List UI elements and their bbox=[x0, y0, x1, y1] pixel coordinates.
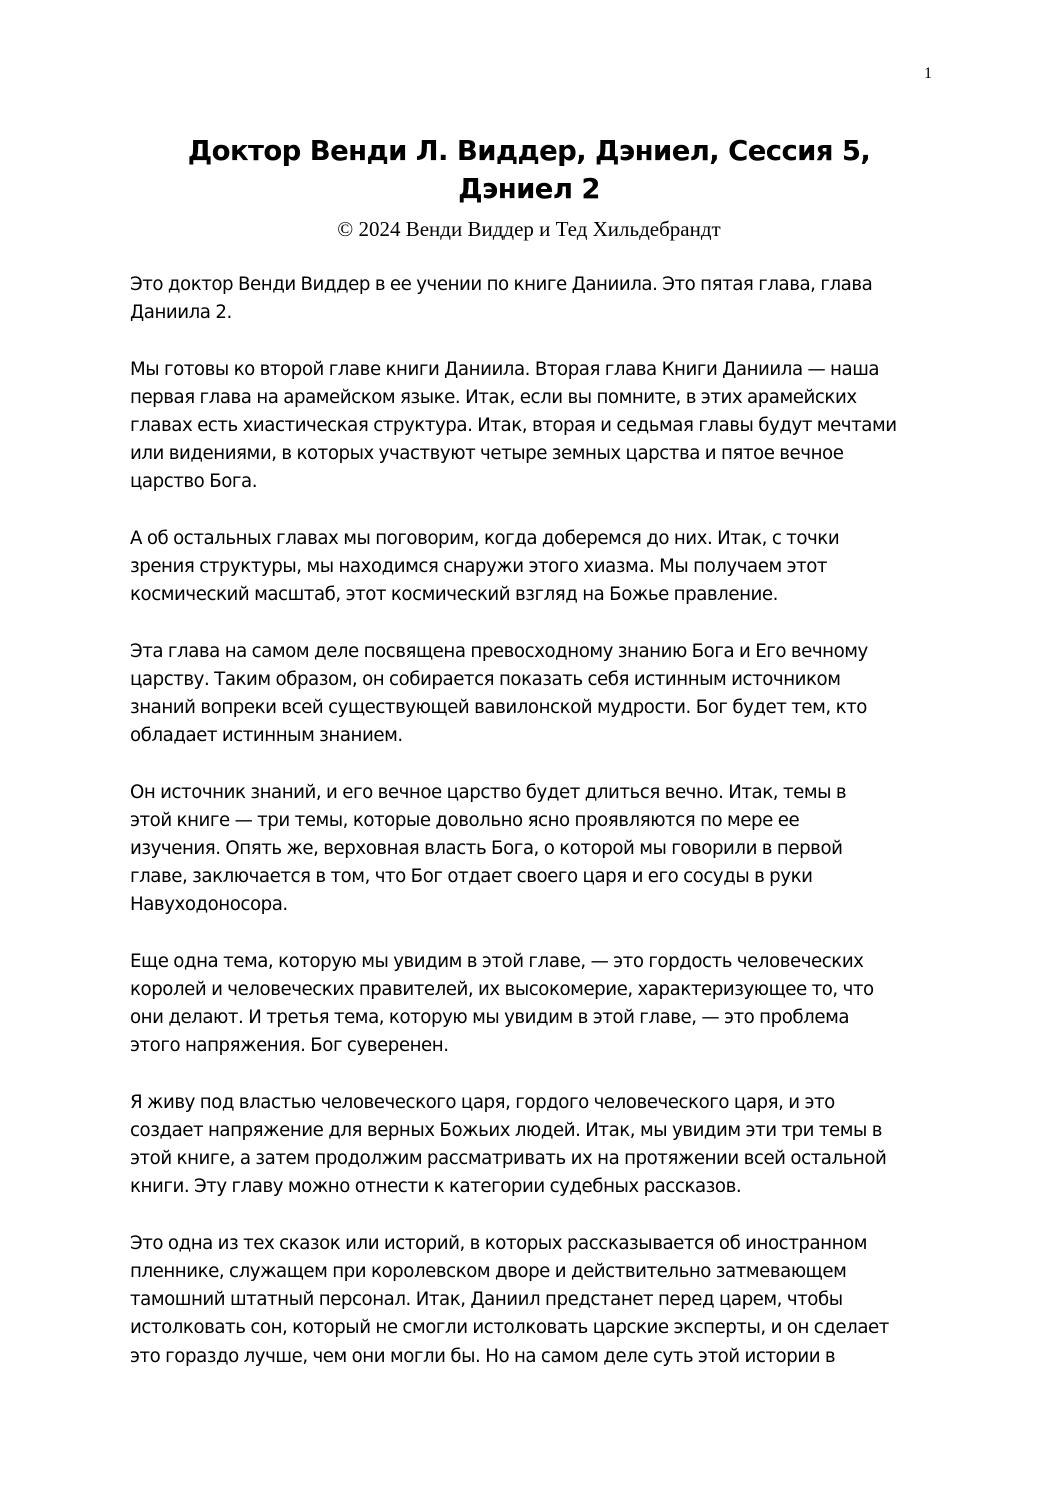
text-line: создает напряжение для верных Божьих людей. Итак, мы увидим эти три темы в bbox=[130, 1120, 883, 1141]
text-line: обладает истинным знанием. bbox=[130, 725, 403, 747]
paragraph-2 bbox=[130, 356, 940, 497]
text-line: Мы готовы ко второй главе книги Даниила. Вторая глава Книги Даниила — наша bbox=[130, 358, 880, 380]
text-line: они делают. И третья тема, которую мы увидим в этой главе, — это проблема bbox=[130, 1007, 850, 1029]
paragraph-7 bbox=[130, 1089, 940, 1202]
text-line: космический масштаб, этот космический взгляд на Божье правление. bbox=[130, 584, 778, 606]
text-line: или видениями, в которых участвуют четыре земных царства и пятое вечное bbox=[130, 443, 844, 465]
text-line: этой книге — три темы, которые довольно ясно проявляются по мере ее bbox=[130, 809, 800, 831]
paragraph-5 bbox=[130, 779, 940, 920]
text-line: зрения структуры, мы находимся снаружи этого хиазма. Мы получаем этот bbox=[130, 556, 828, 577]
text-line: Он источник знаний, и его вечное царство будет длиться вечно. Итак, темы в bbox=[130, 781, 847, 803]
text-line: этого напряжения. Бог суверенен. bbox=[130, 1035, 449, 1057]
paragraph-6 bbox=[130, 948, 940, 1061]
text-line: царству. Таким образом, он собирается показать себя истинным источником bbox=[130, 668, 841, 690]
page-title bbox=[130, 132, 928, 208]
title-line: Дэниел 2 bbox=[458, 173, 600, 205]
page-number: 1 bbox=[924, 65, 932, 82]
text-line: это гораздо лучше, чем они могли бы. Но на самом деле суть этой истории в bbox=[130, 1345, 836, 1367]
text-line: изучения. Опять же, верховная власть Бога, о которой мы говорили в первой bbox=[130, 838, 843, 859]
paragraph-1 bbox=[130, 271, 940, 327]
text-line: знаний вопреки всей существующей вавилонской мудрости. Бог будет тем, кто bbox=[130, 697, 867, 718]
text-line: первая глава на арамейском языке. Итак, если вы помните, в этих арамейских bbox=[130, 386, 857, 408]
text-line: Даниила 2. bbox=[130, 302, 232, 324]
text-line: королей и человеческих правителей, их высокомерие, характеризующее то, что bbox=[130, 979, 874, 1000]
text-line: главах есть хиастическая структура. Итак, вторая и седьмая главы будут мечтами bbox=[130, 415, 897, 436]
text-line: Навуходоносора. bbox=[130, 894, 288, 916]
text-line: царство Бога. bbox=[130, 471, 258, 493]
copyright-notice: © 2024 Венди Виддер и Тед Хильдебрандт bbox=[337, 217, 721, 241]
paragraph-8 bbox=[130, 1230, 940, 1371]
text-line: этой книге, а затем продолжим рассматривать их на протяжении всей остальной bbox=[130, 1148, 887, 1170]
paragraph-3 bbox=[130, 525, 940, 610]
text-line: истолковать сон, который не смогли истолковать царские эксперты, и он сделает bbox=[130, 1317, 889, 1339]
text-line: Эта глава на самом деле посвящена превосходному знанию Бога и Его вечному bbox=[130, 640, 868, 662]
text-line: книги. Эту главу можно отнести к категории судебных рассказов. bbox=[130, 1176, 742, 1198]
text-line: А об остальных главах мы поговорим, когда доберемся до них. Итак, с точки bbox=[130, 527, 840, 549]
paragraph-4 bbox=[130, 638, 940, 751]
text-line: Еще одна тема, которую мы увидим в этой главе, — это гордость человеческих bbox=[130, 950, 864, 972]
text-line: пленнике, служащем при королевском дворе и действительно затмевающем bbox=[130, 1261, 847, 1282]
text-line: тамошний штатный персонал. Итак, Даниил предстанет перед царем, чтобы bbox=[130, 1289, 843, 1311]
text-line: Это одна из тех сказок или историй, в которых рассказывается об иностранном bbox=[130, 1232, 867, 1254]
text-line: Это доктор Венди Виддер в ее учении по книге Даниила. Это пятая глава, глава bbox=[130, 274, 873, 295]
document-body bbox=[130, 271, 940, 1399]
title-line: Доктор Венди Л. Виддер, Дэниел, Сессия 5, bbox=[187, 135, 871, 167]
text-line: главе, заключается в том, что Бог отдает своего царя и его сосуды в руки bbox=[130, 866, 813, 888]
text-line: Я живу под властью человеческого царя, гордого человеческого царя, и это bbox=[130, 1091, 835, 1113]
